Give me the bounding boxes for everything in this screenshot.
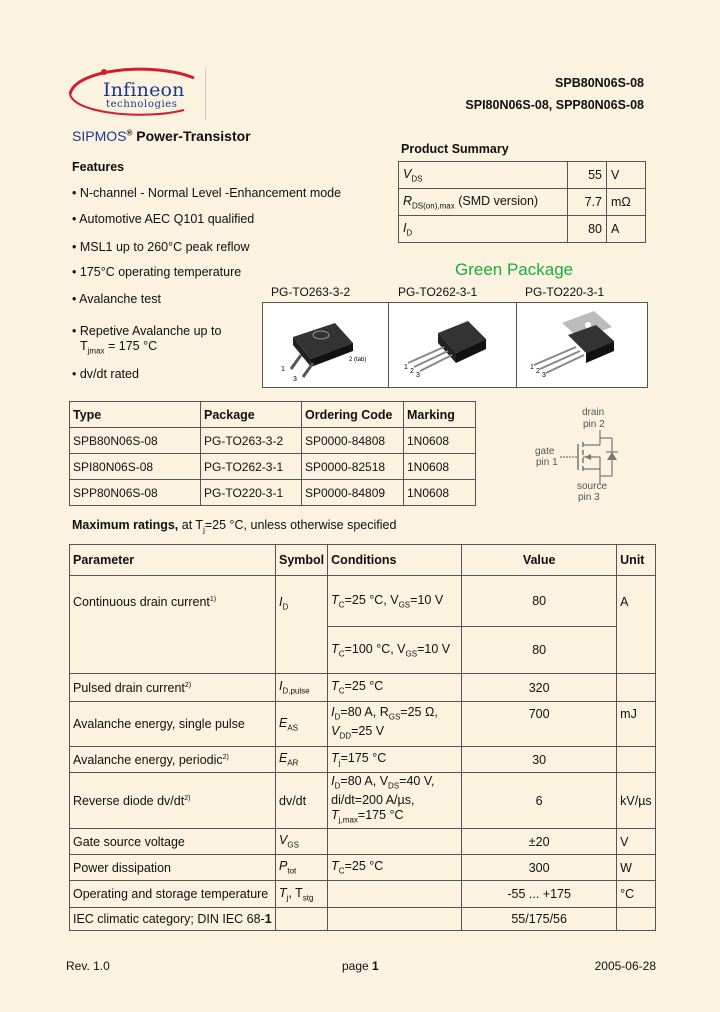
param-cell: Pulsed drain current$^{2)}$ [70, 674, 276, 702]
table-row [70, 454, 476, 480]
col-header: Marking [404, 402, 476, 428]
drain-pin-label: pin 2 [583, 419, 605, 430]
param-cell: Reverse diode $dv/dt^{2)}$ [70, 773, 276, 829]
feature-item: • Automotive AEC Q101 qualified [72, 212, 255, 226]
svg-text:3: 3 [293, 376, 297, 383]
unit-cell: °C [617, 881, 656, 908]
logo-subtitle: technologies [106, 99, 178, 110]
page-number: page 1 [342, 959, 379, 973]
table-row [70, 881, 656, 908]
symbol-cell: $I_D$ [276, 576, 328, 674]
feature-item: • MSL1 up to 260°C peak reflow [72, 240, 250, 254]
mosfet-symbol-icon [560, 430, 620, 484]
feature-item: • N-channel - Normal Level -Enhancement mode [72, 186, 342, 200]
ps-value: 7.7 [568, 189, 607, 216]
gate-label: gate [535, 446, 555, 457]
condition-cell: $T_C=25$ °C [328, 674, 462, 702]
part-number-primary: SPB80N06S-08 [555, 76, 644, 90]
unit-cell: kV/µs [617, 773, 656, 829]
cell: 1N0608 [404, 428, 476, 454]
condition-cell [328, 829, 462, 855]
ordering-table [69, 401, 476, 506]
col-header: Package [201, 402, 302, 428]
feature-item: • 175°C operating temperature [72, 265, 242, 279]
col-header: Unit [617, 545, 656, 576]
svg-text:1: 1 [281, 366, 285, 373]
ps-param: $V_{DS}$ [399, 162, 568, 189]
logo-name: Infineon [103, 79, 185, 101]
cell: SPB80N06S-08 [70, 428, 201, 454]
max-ratings-heading: Maximum ratings, at $T_j=25$ °C, unless otherwise specified [72, 518, 397, 535]
symbol-cell: $V_{GS}$ [276, 829, 328, 855]
ps-unit: A [607, 216, 646, 243]
cell: PG-TO262-3-1 [201, 454, 302, 480]
title-reg: ® [126, 128, 133, 138]
to263-package-icon [263, 303, 388, 387]
col-header: Conditions [328, 545, 462, 576]
date: 2005-06-28 [594, 959, 656, 973]
param-cell: Continuous drain current$^{1)}$ [70, 576, 276, 674]
unit-cell: W [617, 855, 656, 881]
param-cell: Power dissipation [70, 855, 276, 881]
svg-text:1: 1 [530, 364, 534, 371]
unit-cell: mJ [617, 702, 656, 747]
svg-text:3: 3 [542, 372, 546, 379]
table-row [70, 702, 656, 747]
svg-text:3: 3 [416, 372, 420, 379]
value-cell: 320 [462, 674, 617, 702]
table-row [399, 189, 646, 216]
condition-cell: $I_D=80$ A, $R_{GS}=25$ Ω, $V_{DD}=25$ V [328, 702, 462, 747]
table-row [70, 674, 656, 702]
feature-item: • dv/dt rated [72, 367, 139, 381]
col-header: Ordering Code [302, 402, 404, 428]
product-summary-table [398, 161, 646, 243]
product-summary-heading: Product Summary [401, 142, 509, 156]
package-label: PG-TO262-3-1 [398, 285, 478, 299]
svg-text:2: 2 [410, 368, 414, 375]
table-row [70, 576, 656, 627]
table-row [399, 162, 646, 189]
svg-text:2 (tab): 2 (tab) [349, 357, 367, 363]
condition-cell [328, 908, 462, 931]
symbol-cell: $T_j$, $T_{stg}$ [276, 881, 328, 908]
table-header-row [70, 402, 476, 428]
page-title [72, 128, 251, 144]
col-header: Parameter [70, 545, 276, 576]
package-to220 [516, 303, 647, 387]
unit-cell: A [617, 576, 656, 674]
condition-cell: $T_j=175$ °C [328, 747, 462, 773]
features-heading: Features [72, 160, 125, 174]
cell: SP0000-84808 [302, 428, 404, 454]
package-label: PG-TO220-3-1 [525, 285, 605, 299]
cell: PG-TO263-3-2 [201, 428, 302, 454]
ps-param: $I_D$ [399, 216, 568, 243]
unit-cell: V [617, 829, 656, 855]
to262-package-icon [388, 303, 516, 387]
param-cell: Avalanche energy, single pulse [70, 702, 276, 747]
value-cell: ±20 [462, 829, 617, 855]
ps-unit: mΩ [607, 189, 646, 216]
table-row [70, 773, 656, 829]
feature-item-tjmax: $T_{jmax} = 175$ °C [80, 339, 158, 356]
unit-cell [617, 747, 656, 773]
param-cell: Avalanche energy, periodic$^{2)}$ [70, 747, 276, 773]
table-row [70, 855, 656, 881]
cell: SP0000-84809 [302, 480, 404, 506]
condition-cell: $T_C=100$ °C, $V_{GS}=10$ V [328, 627, 462, 674]
value-cell: 80 [462, 627, 617, 674]
value-cell: 6 [462, 773, 617, 829]
header-divider [205, 68, 206, 120]
cell: SPI80N06S-08 [70, 454, 201, 480]
max-ratings-table [69, 544, 656, 931]
title-rest: Power-Transistor [132, 128, 251, 144]
value-cell: 700 [462, 702, 617, 747]
symbol-cell: $E_{AS}$ [276, 702, 328, 747]
table-row [399, 216, 646, 243]
symbol-cell: $I_{D,pulse}$ [276, 674, 328, 702]
col-header: Type [70, 402, 201, 428]
feature-item: • Avalanche test [72, 292, 161, 306]
package-label: PG-TO263-3-2 [271, 285, 351, 299]
param-cell: Operating and storage temperature [70, 881, 276, 908]
cell: PG-TO220-3-1 [201, 480, 302, 506]
green-package-label: Green Package [455, 260, 574, 279]
condition-cell: $T_C=25$ °C [328, 855, 462, 881]
symbol-cell: $P_{tot}$ [276, 855, 328, 881]
ps-value: 55 [568, 162, 607, 189]
gate-pin-label: pin 1 [536, 457, 558, 468]
feature-item: • Repetive Avalanche up to [72, 324, 222, 338]
unit-cell [617, 908, 656, 931]
table-row [70, 908, 656, 931]
value-cell: 300 [462, 855, 617, 881]
value-cell: 55/175/56 [462, 908, 617, 931]
source-pin-label: pin 3 [578, 492, 600, 503]
condition-cell [328, 881, 462, 908]
ps-value: 80 [568, 216, 607, 243]
cell: SP0000-82518 [302, 454, 404, 480]
package-to263 [263, 303, 389, 387]
col-header: Value [462, 545, 617, 576]
table-row [70, 747, 656, 773]
condition-cell: $I_D=80$ A, $V_{DS}=40$ V, di/dt=200 A/µs, $T_{j,max}=175$ °C [328, 773, 462, 829]
drain-label: drain [582, 407, 605, 418]
table-row [70, 428, 476, 454]
value-cell: -55 ... +175 [462, 881, 617, 908]
svg-text:1: 1 [404, 364, 408, 371]
cell: SPP80N06S-08 [70, 480, 201, 506]
symbol-cell: dv/dt [276, 773, 328, 829]
param-cell: Gate source voltage [70, 829, 276, 855]
package-to262 [388, 303, 517, 387]
col-header: Symbol [276, 545, 328, 576]
symbol-cell [276, 908, 328, 931]
param-cell: IEC climatic category; DIN IEC 68-1 [70, 908, 276, 931]
condition-cell: $T_C=25$ °C, $V_{GS}=10$ V [328, 576, 462, 627]
table-row [70, 829, 656, 855]
table-header-row [70, 545, 656, 576]
ps-param: $R_{DS(on),max}$ (SMD version) [399, 189, 568, 216]
value-cell: 80 [462, 576, 617, 627]
part-number-variants: SPI80N06S-08, SPP80N06S-08 [465, 98, 644, 112]
title-sipmos: SIPMOS [72, 128, 127, 144]
cell: 1N0608 [404, 454, 476, 480]
to220-package-icon [516, 303, 647, 387]
package-images [262, 302, 648, 388]
value-cell: 30 [462, 747, 617, 773]
ps-unit: V [607, 162, 646, 189]
unit-cell [617, 674, 656, 702]
revision: Rev. 1.0 [66, 959, 110, 973]
source-label: source [577, 481, 608, 492]
cell: 1N0608 [404, 480, 476, 506]
table-row [70, 480, 476, 506]
symbol-cell: $E_{AR}$ [276, 747, 328, 773]
svg-text:2: 2 [536, 368, 540, 375]
